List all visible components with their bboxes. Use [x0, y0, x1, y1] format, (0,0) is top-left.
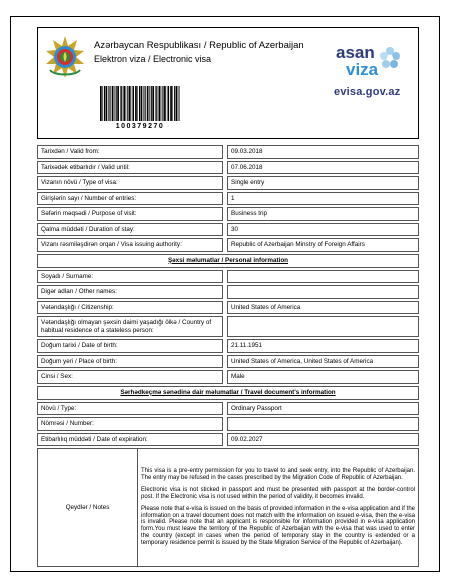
visa-detail-label: Tarixədək etibarlıdır / Valid until:	[37, 161, 223, 175]
personal-info-label: Doğum yeri / Place of birth:	[37, 355, 223, 369]
visa-detail-row	[37, 223, 419, 237]
visa-detail-value: 1	[227, 192, 419, 206]
personal-info-row	[37, 370, 419, 384]
personal-info-value: United States of America, United States of America	[227, 355, 419, 369]
travel-info-value: 09.02.2027	[227, 433, 419, 447]
barcode-bar	[109, 86, 110, 121]
personal-info-row	[37, 316, 419, 337]
personal-info-label: Doğum tarixi / Date of birth:	[37, 339, 223, 353]
visa-detail-row	[37, 238, 419, 252]
barcode-number: 100379270	[115, 123, 165, 130]
evisa-url: evisa.gov.az	[334, 86, 401, 98]
barcode-bar	[108, 86, 109, 121]
barcode-bar	[121, 86, 122, 121]
barcode-bar	[155, 86, 156, 121]
barcode-bar	[106, 86, 108, 121]
travel-info-row	[37, 433, 419, 447]
travel-info-row	[37, 417, 419, 431]
barcode-bar	[179, 86, 180, 121]
visa-detail-value: Single entry	[227, 176, 419, 190]
visa-header	[37, 27, 419, 139]
barcode-bar	[170, 86, 172, 121]
barcode-bar	[135, 86, 137, 121]
barcode-bar	[123, 86, 125, 121]
personal-info-value	[227, 316, 419, 337]
personal-info-label: Vətəndaşlığı olmayan şəxsin daimi yaşadığı ölkə / Country of habitual residence of a stateless person:	[37, 316, 223, 337]
barcode-bar	[137, 86, 138, 121]
personal-info-row	[37, 339, 419, 353]
personal-info-label: Cinsi / Sex:	[37, 370, 223, 384]
barcode-bar	[151, 86, 152, 121]
barcode-bar	[159, 86, 161, 121]
country-title: Azərbaycan Respublikası / Republic of Azerbaijan	[94, 40, 304, 51]
barcode-bar	[143, 86, 144, 121]
personal-info-row	[37, 285, 419, 299]
viza-logo-text: viza	[346, 60, 379, 79]
travel-section-title: Sərhədkeçmə sənədinə dair məlumatlar / Travel document's information	[37, 386, 419, 400]
barcode-bar	[117, 86, 119, 121]
barcode-bar	[112, 86, 114, 121]
barcode-bar	[174, 86, 175, 121]
notes-paragraph: Please note that e-visa is issued on the basis of provided information in the e-visa application and if the information on a travel document does not match with the information on issued e-visa, then the e-visa is invalid. Please note that an applicant is responsible for information provided in e-visa application form.You must leave the territory of the Republic of Azerbaijan with the e-visa that was used to enter the country (except in cases when the period of temporary stay in the country is extended or a temporary residence permit is issued by the State Migration Service of the Republic of Azerbaijan).	[141, 505, 415, 547]
travel-info-label: Növü / Type:	[37, 402, 223, 416]
personal-info-value: 21.11.1951	[227, 339, 419, 353]
barcode-bar	[167, 86, 168, 121]
barcode	[100, 86, 180, 121]
barcode-bar	[116, 86, 117, 121]
visa-detail-row	[37, 161, 419, 175]
azerbaijan-emblem-icon	[44, 34, 86, 80]
visa-info-table	[37, 143, 419, 569]
personal-info-value: United States of America	[227, 301, 419, 315]
barcode-bar	[104, 86, 105, 121]
asan-logo-text: asan	[336, 43, 375, 62]
barcode-bar	[145, 86, 146, 121]
barcode-bar	[149, 86, 150, 121]
visa-detail-row	[37, 192, 419, 206]
asan-viza-logo	[334, 40, 404, 80]
barcode-bar	[132, 86, 133, 121]
barcode-bar	[102, 86, 103, 121]
personal-info-label: Digər adları / Other names:	[37, 285, 223, 299]
personal-info-label: Soyadı / Surname:	[37, 270, 223, 284]
travel-info-label: Nömrəsi / Number:	[37, 417, 223, 431]
barcode-bar	[141, 86, 143, 121]
notes-paragraph: Electronic visa is not sticked in passport and must be presented with passport at the border-control post. If the Electronic visa is not used within the period of validity, it becomes invalid.	[141, 486, 415, 500]
barcode-bar	[139, 86, 140, 121]
travel-info-value: Ordinary Passport	[227, 402, 419, 416]
visa-detail-label: Vizanın növü / Type of visa:	[37, 176, 223, 190]
document-title: Elektron viza / Electronic visa	[94, 54, 212, 64]
asan-flower-icon	[380, 47, 400, 68]
notes-label: Qeydlər / Notes	[38, 449, 138, 567]
visa-detail-row	[37, 145, 419, 159]
personal-info-row	[37, 355, 419, 369]
personal-section-title: Şəxsi məlumatlar / Personal information	[37, 254, 419, 268]
barcode-bar	[127, 86, 128, 121]
visa-detail-value: Business trip	[227, 207, 419, 221]
barcode-bar	[164, 86, 166, 121]
visa-detail-label: Tarixdən / Valid from:	[37, 145, 223, 159]
visa-detail-label: Girişlərin sayı / Number of entries:	[37, 192, 223, 206]
barcode-bar	[126, 86, 127, 121]
barcode-bar	[100, 86, 102, 121]
visa-document	[10, 16, 440, 572]
barcode-bar	[152, 86, 154, 121]
personal-info-value	[227, 285, 419, 299]
notes-content	[138, 449, 419, 567]
barcode-bar	[176, 86, 178, 121]
visa-detail-value: Republic of Azerbaijan Minstry of Foreign Affairs	[227, 238, 419, 252]
personal-info-value: Male	[227, 370, 419, 384]
travel-info-label: Etibarlılıq müddəti / Date of expiration:	[37, 433, 223, 447]
barcode-bar	[161, 86, 162, 121]
barcode-bar	[147, 86, 149, 121]
visa-detail-value: 07.06.2018	[227, 161, 419, 175]
personal-info-row	[37, 270, 419, 284]
personal-info-label: Vətəndaşlığı / Citizenship:	[37, 301, 223, 315]
barcode-bar	[168, 86, 169, 121]
barcode-bar	[156, 86, 157, 121]
visa-detail-label: Vizanı rəsmiləşdirən orqan / Visa issuing authority:	[37, 238, 223, 252]
barcode-bar	[114, 86, 115, 121]
barcode-bar	[172, 86, 173, 121]
barcode-bar	[162, 86, 163, 121]
notes-paragraph: This visa is a pre-entry permission for you to travel to and seek entry, into the Republic of Azerbaijan. The entry may be refused in the cases prescribed by the Migration Code of Republic of Azerbaijan.	[141, 467, 415, 481]
visa-detail-row	[37, 207, 419, 221]
barcode-bar	[129, 86, 131, 121]
barcode-bar	[133, 86, 134, 121]
visa-detail-value: 30	[227, 223, 419, 237]
visa-detail-label: Səfərin məqsədi / Purpose of visit:	[37, 207, 223, 221]
personal-info-value	[227, 270, 419, 284]
personal-info-row	[37, 301, 419, 315]
notes-table	[37, 448, 419, 567]
barcode-bar	[120, 86, 121, 121]
visa-detail-row	[37, 176, 419, 190]
travel-info-row	[37, 402, 419, 416]
visa-detail-value: 09.03.2018	[227, 145, 419, 159]
visa-detail-label: Qalma müddəti / Duration of stay:	[37, 223, 223, 237]
travel-info-value	[227, 417, 419, 431]
